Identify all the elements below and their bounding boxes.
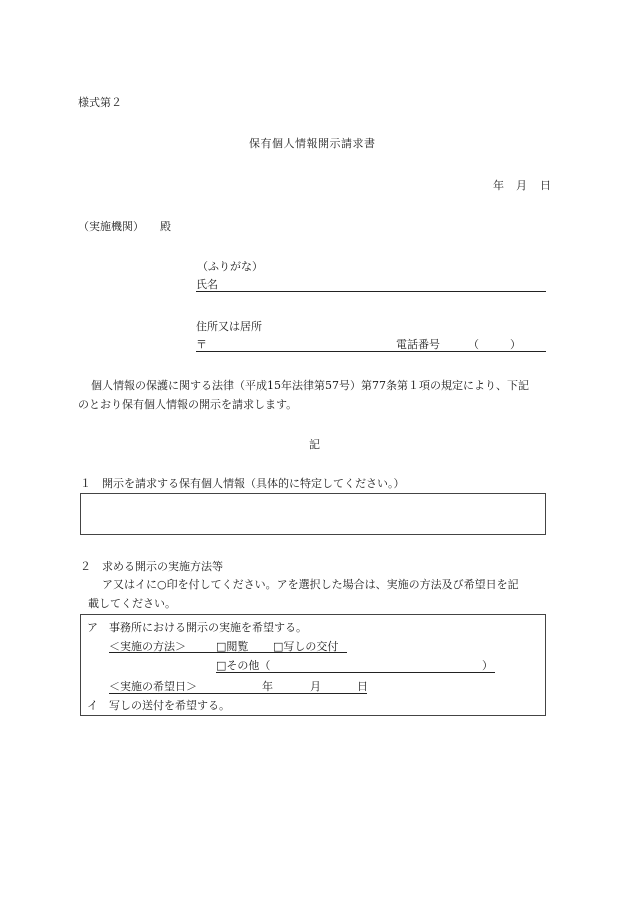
other-field[interactable] <box>216 672 495 673</box>
date-label: ＜実施の希望日＞ <box>109 680 197 693</box>
other-close: ） <box>482 659 493 672</box>
wish-year: 年 <box>262 680 273 693</box>
address-phone-field[interactable] <box>196 351 546 352</box>
phone-paren-open: （ <box>468 338 479 351</box>
section1-input-value <box>81 494 545 502</box>
section1-heading: 開示を請求する保有個人情報（具体的に特定してください。） <box>102 477 405 490</box>
section2-note-line2: 載してください。 <box>88 597 176 610</box>
phone-paren-close: ） <box>510 338 521 351</box>
form-number: 様式第２ <box>78 96 122 109</box>
section2-number: ２ <box>80 560 91 573</box>
section2-heading: 求める開示の実施方法等 <box>102 560 223 573</box>
addressee-agency: （実施機関） <box>78 220 144 233</box>
wish-date-field[interactable] <box>109 693 367 694</box>
option-a-label: 事務所における開示の実施を希望する。 <box>109 621 307 634</box>
date-day: 日 <box>540 179 551 192</box>
name-label: 氏名 <box>196 278 218 291</box>
option-i-label: 写しの送付を希望する。 <box>109 699 230 712</box>
wish-month: 月 <box>310 680 321 693</box>
date-year: 年 <box>493 179 504 192</box>
ki-heading: 記 <box>309 438 320 451</box>
date-month: 月 <box>516 179 527 192</box>
phone-label: 電話番号 <box>396 338 440 351</box>
address-label: 住所又は居所 <box>196 320 262 333</box>
section2-note-line1: ア又はイに○印を付してください。アを選択した場合は、実施の方法及び希望日を記 <box>102 578 519 591</box>
wish-day: 日 <box>357 680 368 693</box>
addressee-honorific: 殿 <box>160 220 171 233</box>
method-label: ＜実施の方法＞ <box>109 640 186 653</box>
checkbox-browse[interactable]: □閲覧 <box>216 640 249 653</box>
postal-mark: 〒 <box>196 338 207 351</box>
checkbox-copy[interactable]: □写しの交付 <box>273 640 339 653</box>
document-title: 保有個人情報開示請求書 <box>249 137 376 150</box>
section1-number: １ <box>80 477 91 490</box>
furigana-label: （ふりがな） <box>197 260 263 273</box>
name-field[interactable] <box>196 291 546 292</box>
body-text-line2: のとおり保有個人情報の開示を請求します。 <box>78 398 298 411</box>
section1-input-box[interactable] <box>80 493 546 535</box>
body-text-line1: 個人情報の保護に関する法律（平成15年法律第57号）第77条第１項の規定により、下記 <box>91 379 529 392</box>
checkbox-other[interactable]: □その他（ <box>216 659 271 672</box>
option-a-marker[interactable]: ア <box>87 621 98 634</box>
option-i-marker[interactable]: イ <box>87 699 98 712</box>
method-underline <box>109 652 347 653</box>
